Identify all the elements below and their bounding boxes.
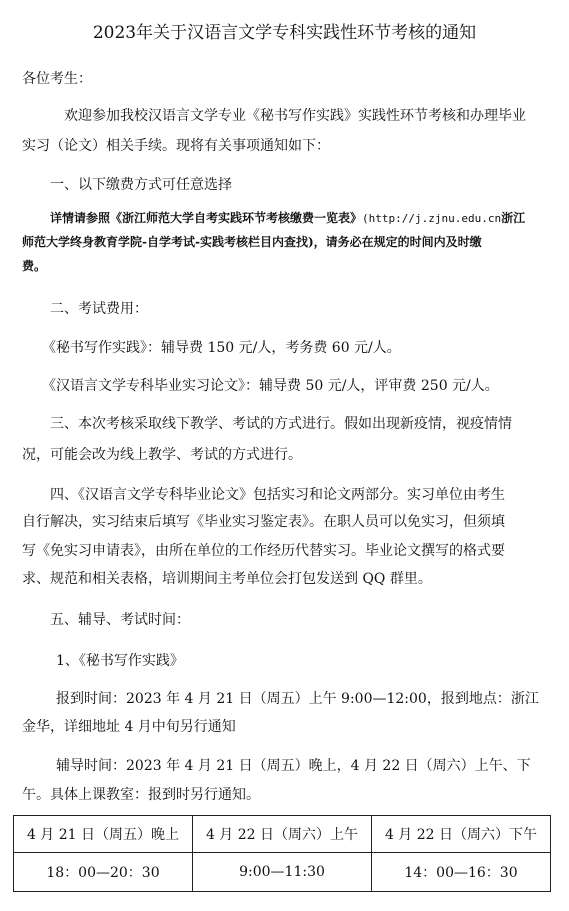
schedule-time-cell: 9:00—11:30 xyxy=(193,853,372,892)
thesis-line-4: 求、规范和相关表格，培训期间主考单位会打包发送到 QQ 群里。 xyxy=(22,571,432,587)
schedule-header-cell: 4 月 21 日（周五）晚上 xyxy=(14,816,193,853)
fee-item-thesis: 《汉语言文学专科毕业实习论文》：辅导费 50 元/人，评审费 250 元/人。 xyxy=(42,378,499,394)
fee-method-url: (http://j.zjnu.edu.cn xyxy=(362,212,502,225)
thesis-line-2: 自行解决，实习结束后填写《毕业实习鉴定表》。在职人员可以免实习，但须填 xyxy=(22,514,505,530)
tutoring-line-1: 辅导时间：2023 年 4 月 21 日（周五）晚上，4 月 22 日（周六）上午、下 xyxy=(56,758,531,774)
fee-method-text: 详情请参照《浙江师范大学自考实践环节考核缴费一览表》 xyxy=(50,211,363,225)
schedule-header-cell: 4 月 22 日（周六）下午 xyxy=(372,816,551,853)
schedule-table-header-row xyxy=(14,816,551,853)
page-title: 2023年关于汉语言文学专科实践性环节考核的通知 xyxy=(92,23,477,43)
schedule-subheading: 1、《秘书写作实践》 xyxy=(56,653,184,669)
schedule-table xyxy=(13,815,551,892)
fee-method-text-end: 浙江 xyxy=(501,211,526,225)
report-line-2: 金华，详细地址 4 月中旬另行通知 xyxy=(22,719,236,735)
fee-item-secretary: 《秘书写作实践》：辅导费 150 元/人，考务费 60 元/人。 xyxy=(42,340,401,356)
fee-method-heading: 一、以下缴费方式可任意选择 xyxy=(50,177,232,193)
schedule-time-cell: 18：00—20：30 xyxy=(14,853,193,892)
schedule-header-cell: 4 月 22 日（周六）上午 xyxy=(193,816,372,853)
thesis-line-3: 写《免实习申请表》，由所在单位的工作经历代替实习。毕业论文撰写的格式要 xyxy=(22,543,505,559)
intro-line-2: 实习（论文）相关手续。现将有关事项通知如下： xyxy=(22,138,330,154)
tutoring-line-2: 午。具体上课教室：报到时另行通知。 xyxy=(22,787,260,803)
thesis-line-1: 四、《汉语言文学专科毕业论文》包括实习和论文两部分。实习单位由考生 xyxy=(50,487,505,503)
fee-method-line-3: 费。 xyxy=(22,259,47,273)
fees-heading: 二、考试费用： xyxy=(50,301,148,317)
intro-line-1: 欢迎参加我校汉语言文学专业《秘书写作实践》实践性环节考核和办理毕业 xyxy=(64,108,526,124)
fee-method-line-2: 师范大学终身教育学院-自学考试-实践考核栏目内查找)，请务必在规定的时间内及时缴 xyxy=(22,235,482,249)
report-line-1: 报到时间：2023 年 4 月 21 日（周五）上午 9:00—12:00，报到地点：浙江 xyxy=(56,691,539,707)
mode-line-2: 况，可能会改为线上教学、考试的方式进行。 xyxy=(22,447,302,463)
schedule-table-time-row xyxy=(14,853,551,892)
fee-method-line-1 xyxy=(22,206,549,231)
mode-line-1: 三、本次考核采取线下教学、考试的方式进行。假如出现新疫情，视疫情情 xyxy=(50,416,512,432)
schedule-time-cell: 14：00—16：30 xyxy=(372,853,551,892)
greeting: 各位考生： xyxy=(22,71,92,87)
schedule-heading: 五、辅导、考试时间： xyxy=(50,612,190,628)
